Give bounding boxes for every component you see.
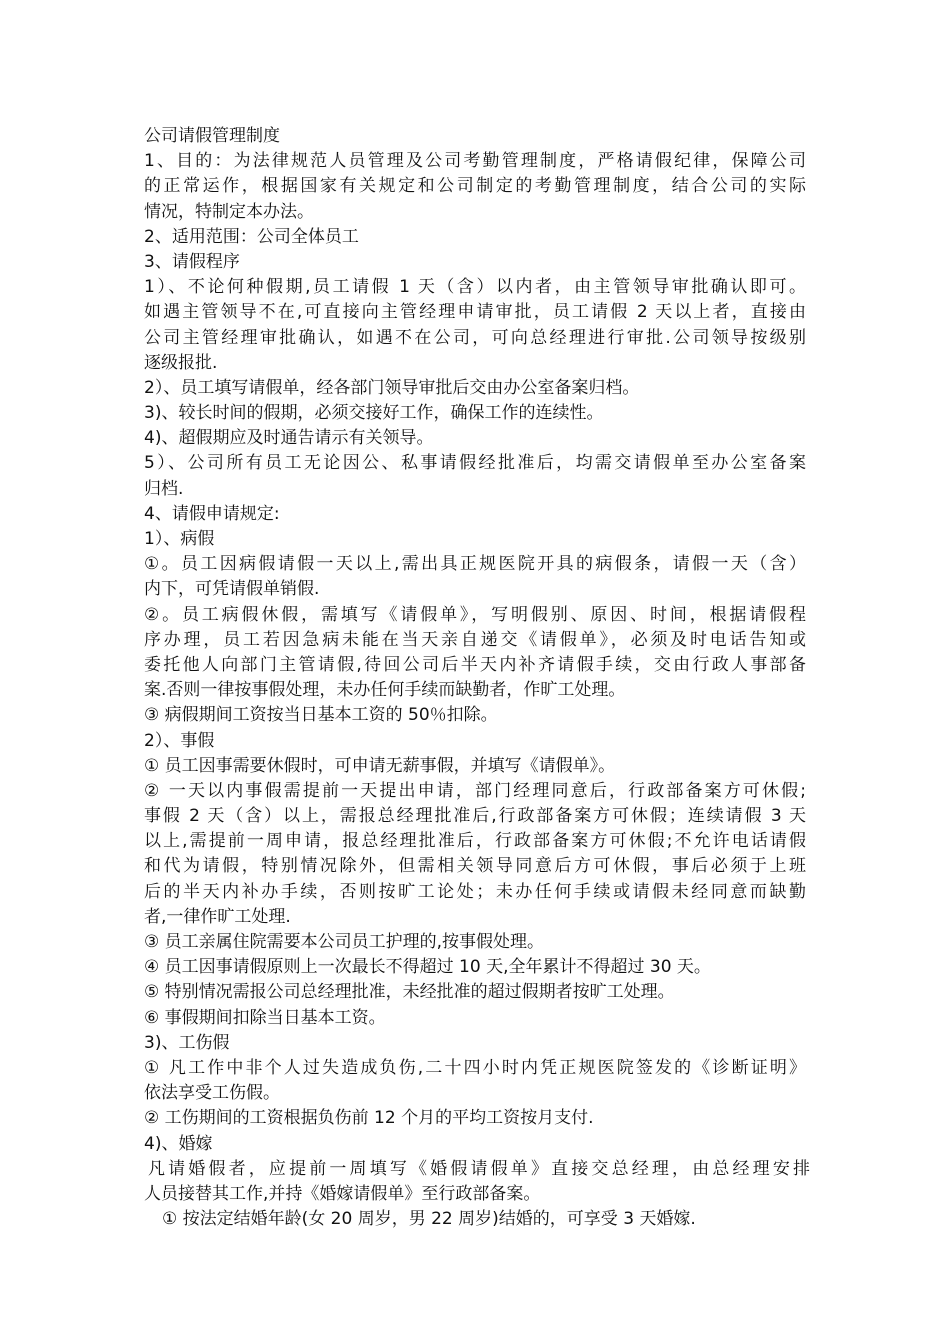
document-line: 3)、工伤假: [144, 1032, 230, 1053]
document-line: ① 凡工作中非个人过失造成负伤,二十四小时内凭正规医院签发的《诊断证明》: [144, 1057, 806, 1078]
document-line: ⑤ 特别情况需报公司总经理批准，未经批准的超过假期者按旷工处理。: [144, 982, 675, 1003]
document-line: ② 工伤期间的工资根据负伤前 12 个月的平均工资按月支付.: [144, 1108, 594, 1129]
document-line: 4)、婚嫁: [144, 1133, 213, 1154]
document-line: 依法享受工伤假。: [144, 1083, 280, 1104]
document-title: 公司请假管理制度: [144, 126, 280, 146]
document-line: 4、请假申请规定:: [144, 503, 280, 524]
document-line: 逐级报批.: [144, 352, 218, 373]
document-line: ② 一天以内事假需提前一天提出申请，部门经理同意后，行政部备案方可休假;: [144, 780, 806, 801]
document-page: [144, 124, 814, 1232]
document-line: 序办理，员工若因急病未能在当天亲自递交《请假单》，必须及时电话告知或: [144, 629, 806, 650]
document-line: 公司主管经理审批确认，如遇不在公司，可向总经理进行审批.公司领导按级别: [144, 327, 806, 348]
document-line: 1）、病假: [144, 529, 215, 549]
document-line: 和代为请假，特别情况除外，但需相关领导同意后方可休假，事后必须于上班: [144, 856, 806, 877]
document-line: ⑥ 事假期间扣除当日基本工资。: [144, 1007, 386, 1028]
document-line: 1、目的：为法律规范人员管理及公司考勤管理制度，严格请假纪律，保障公司: [144, 151, 806, 172]
document-line: ④ 员工因事请假原则上一次最长不得超过 10 天,全年累计不得超过 30 天。: [144, 957, 711, 978]
document-line: 如遇主管领导不在,可直接向主管经理申请审批，员工请假 2 天以上者，直接由: [144, 302, 806, 323]
document-line: ① 按法定结婚年龄(女 20 周岁，男 22 周岁)结婚的，可享受 3 天婚嫁.: [162, 1209, 696, 1230]
document-line: 后的半天内补办手续，否则按旷工论处；未办任何手续或请假未经同意而缺勤: [144, 881, 806, 902]
document-line: 内下，可凭请假单销假.: [144, 579, 320, 600]
document-line: 案.否则一律按事假处理，未办任何手续而缺勤者，作旷工处理。: [144, 680, 626, 701]
document-line: 4)、超假期应及时通告请示有关领导。: [144, 428, 434, 449]
document-line: 委托他人向部门主管请假,待回公司后半天内补齐请假手续，交由行政人事部备: [144, 654, 806, 675]
document-line: 者,一律作旷工处理.: [144, 906, 291, 927]
document-line: 归档.: [144, 478, 184, 499]
document-line: 2、适用范围：公司全体员工: [144, 226, 359, 247]
document-line: ①。员工因病假请假一天以上,需出具正规医院开具的病假条，请假一天（含）: [144, 554, 806, 575]
document-line: 2）、员工填写请假单，经各部门领导审批后交由办公室备案归档。: [144, 377, 640, 398]
document-line: 2）、事假: [144, 730, 215, 751]
document-line: 的正常运作，根据国家有关规定和公司制定的考勤管理制度，结合公司的实际: [144, 176, 806, 197]
document-line: 以上,需提前一周申请，报总经理批准后，行政部备案方可休假;不允许电话请假: [144, 831, 806, 852]
document-line: ③ 员工亲属住院需要本公司员工护理的,按事假处理。: [144, 932, 545, 952]
document-line: 情况，特制定本办法。: [144, 201, 314, 222]
document-line: ③ 病假期间工资按当日基本工资的 50％扣除。: [144, 705, 498, 726]
document-line: 人员接替其工作,并持《婚嫁请假单》至行政部备案。: [144, 1183, 541, 1204]
document-line: 1）、不论何种假期,员工请假 1 天（含）以内者，由主管领导审批确认即可。: [144, 277, 806, 298]
document-line: 5）、公司所有员工无论因公、私事请假经批准后，均需交请假单至办公室备案: [144, 453, 806, 474]
document-body: [144, 124, 814, 1232]
document-line: ②。员工病假休假，需填写《请假单》，写明假别、原因、时间，根据请假程: [144, 604, 806, 625]
document-line: 凡请婚假者，应提前一周填写《婚假请假单》直接交总经理，由总经理安排: [148, 1158, 810, 1179]
document-line: 3)、较长时间的假期，必须交接好工作，确保工作的连续性。: [144, 403, 604, 424]
document-line: ① 员工因事需要休假时，可申请无薪事假，并填写《请假单》。: [144, 755, 616, 776]
document-line: 事假 2 天（含）以上，需报总经理批准后,行政部备案方可休假；连续请假 3 天: [144, 806, 806, 827]
document-line: 3、请假程序: [144, 251, 240, 272]
